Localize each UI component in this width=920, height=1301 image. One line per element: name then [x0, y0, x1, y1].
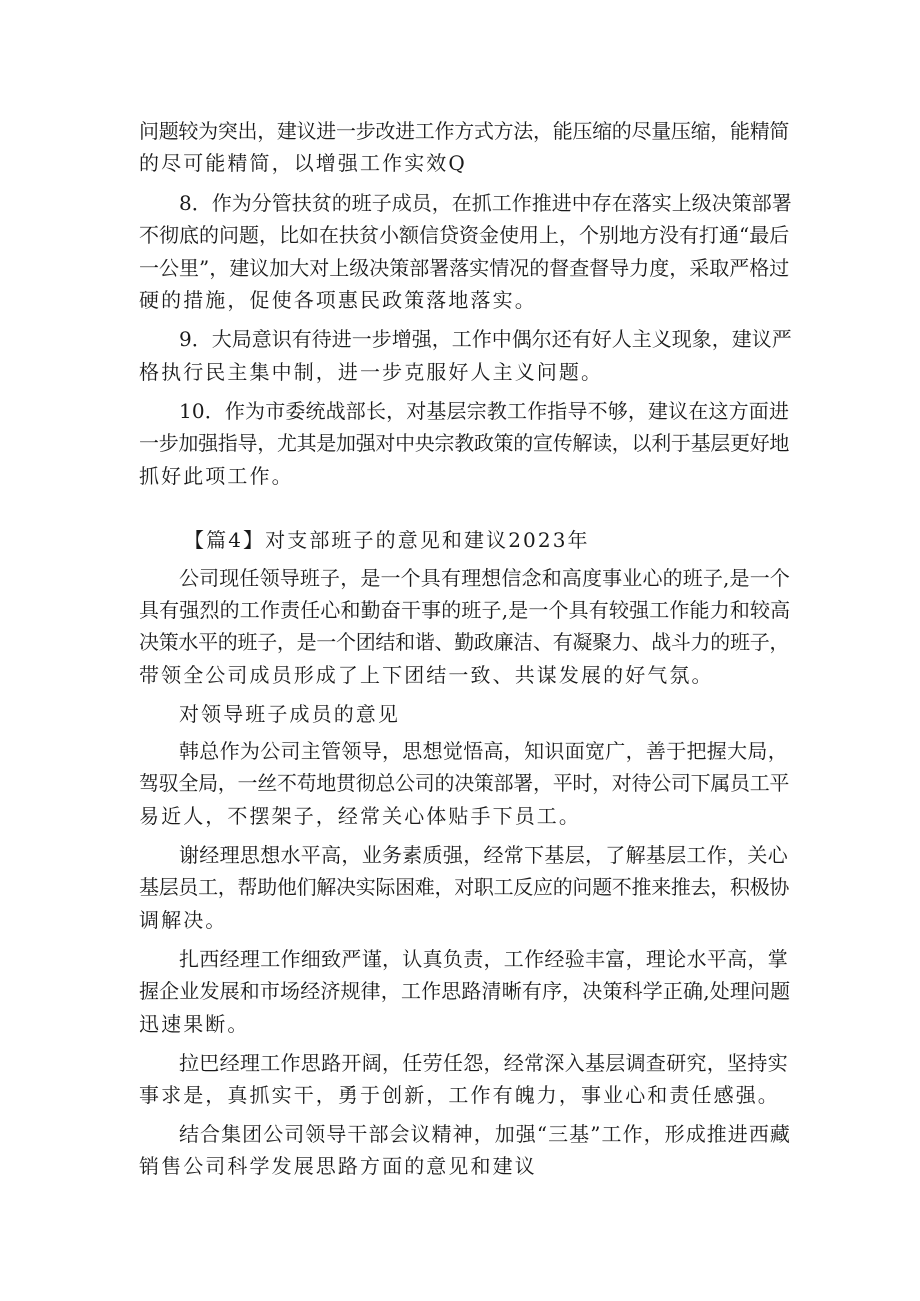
text-line: 握企业发展和市场经济规律，工作思路清晰有序，决策科学正确,处理问题	[139, 979, 791, 1003]
text-line: 事求是，真抓实干，勇于创新，工作有魄力，事业心和责任感强。	[139, 1083, 780, 1107]
text-line: 问题较为突出，建议进一步改进工作方式方法，能压缩的尽量压缩，能精简	[139, 119, 790, 143]
text-line: 拉巴经理工作思路开阔，任劳任怨，经常深入基层调查研究，坚持实	[179, 1051, 788, 1075]
text-line: 易近人，不摆架子，经常关心体贴手下员工。	[139, 804, 581, 828]
text-line: 带领全公司成员形成了上下团结一致、共谋发展的好气氛。	[139, 663, 714, 687]
text-line: 硬的措施，促使各项惠民政策落地落实。	[139, 288, 537, 312]
text-line: 迅速果断。	[139, 1012, 250, 1036]
text-line: 格执行民主集中制，进一步克服好人主义问题。	[139, 360, 604, 384]
text-line: 一公里”，建议加大对上级决策部署落实情况的督查督导力度，采取严格过	[139, 256, 790, 280]
text-line: 韩总作为公司主管领导，思想觉悟高，知识面宽广，善于把握大局，	[179, 739, 788, 763]
text-line: 9．大局意识有待进一步增强，工作中偶尔还有好人主义现象，建议严	[179, 327, 792, 351]
text-line: 谢经理思想水平高，业务素质强，经常下基层，了解基层工作，关心	[179, 843, 788, 867]
text-line: 抓好此项工作。	[139, 464, 294, 488]
text-line: 调解决。	[139, 908, 228, 932]
text-line: 10．作为市委统战部长，对基层宗教工作指导不够，建议在这方面进	[179, 399, 790, 423]
text-line: 公司现任领导班子，是一个具有理想信念和高度事业心的班子,是一个	[179, 566, 791, 590]
heading-text: 【篇4】对支部班子的意见和建议2023年	[184, 528, 590, 552]
text-line: 基层员工，帮助他们解决实际困难，对职工反应的问题不推来推去，积极协	[139, 875, 790, 899]
text-line: 扎西经理工作细致严谨，认真负责，工作经验丰富，理论水平高，掌	[179, 947, 788, 971]
text-line: 结合集团公司领导干部会议精神，加强“三基”工作，形成推进西藏	[179, 1122, 791, 1146]
text-line: 不彻底的问题，比如在扶贫小额信贷资金使用上，个别地方没有打通“最后	[139, 223, 790, 247]
text-line: 决策水平的班子，是一个团结和谐、勤政廉洁、有凝聚力、战斗力的班子，	[139, 630, 790, 654]
text-line: 驾驭全局，一丝不苟地贯彻总公司的决策部署，平时，对待公司下属员工平	[139, 771, 790, 795]
text-line: 销售公司科学发展思路方面的意见和建议	[139, 1154, 537, 1178]
text-line: 具有强烈的工作责任心和勤奋干事的班子,是一个具有较强工作能力和较高	[139, 598, 791, 622]
text-line: 的尽可能精简，以增强工作实效Q	[139, 151, 467, 175]
text-line: 一步加强指导，尤其是加强对中央宗教政策的宣传解读，以利于基层更好地	[139, 431, 790, 455]
subheading-text: 对领导班子成员的意见	[179, 702, 400, 726]
text-line: 8．作为分管扶贫的班子成员，在抓工作推进中存在落实上级决策部署	[179, 191, 792, 215]
